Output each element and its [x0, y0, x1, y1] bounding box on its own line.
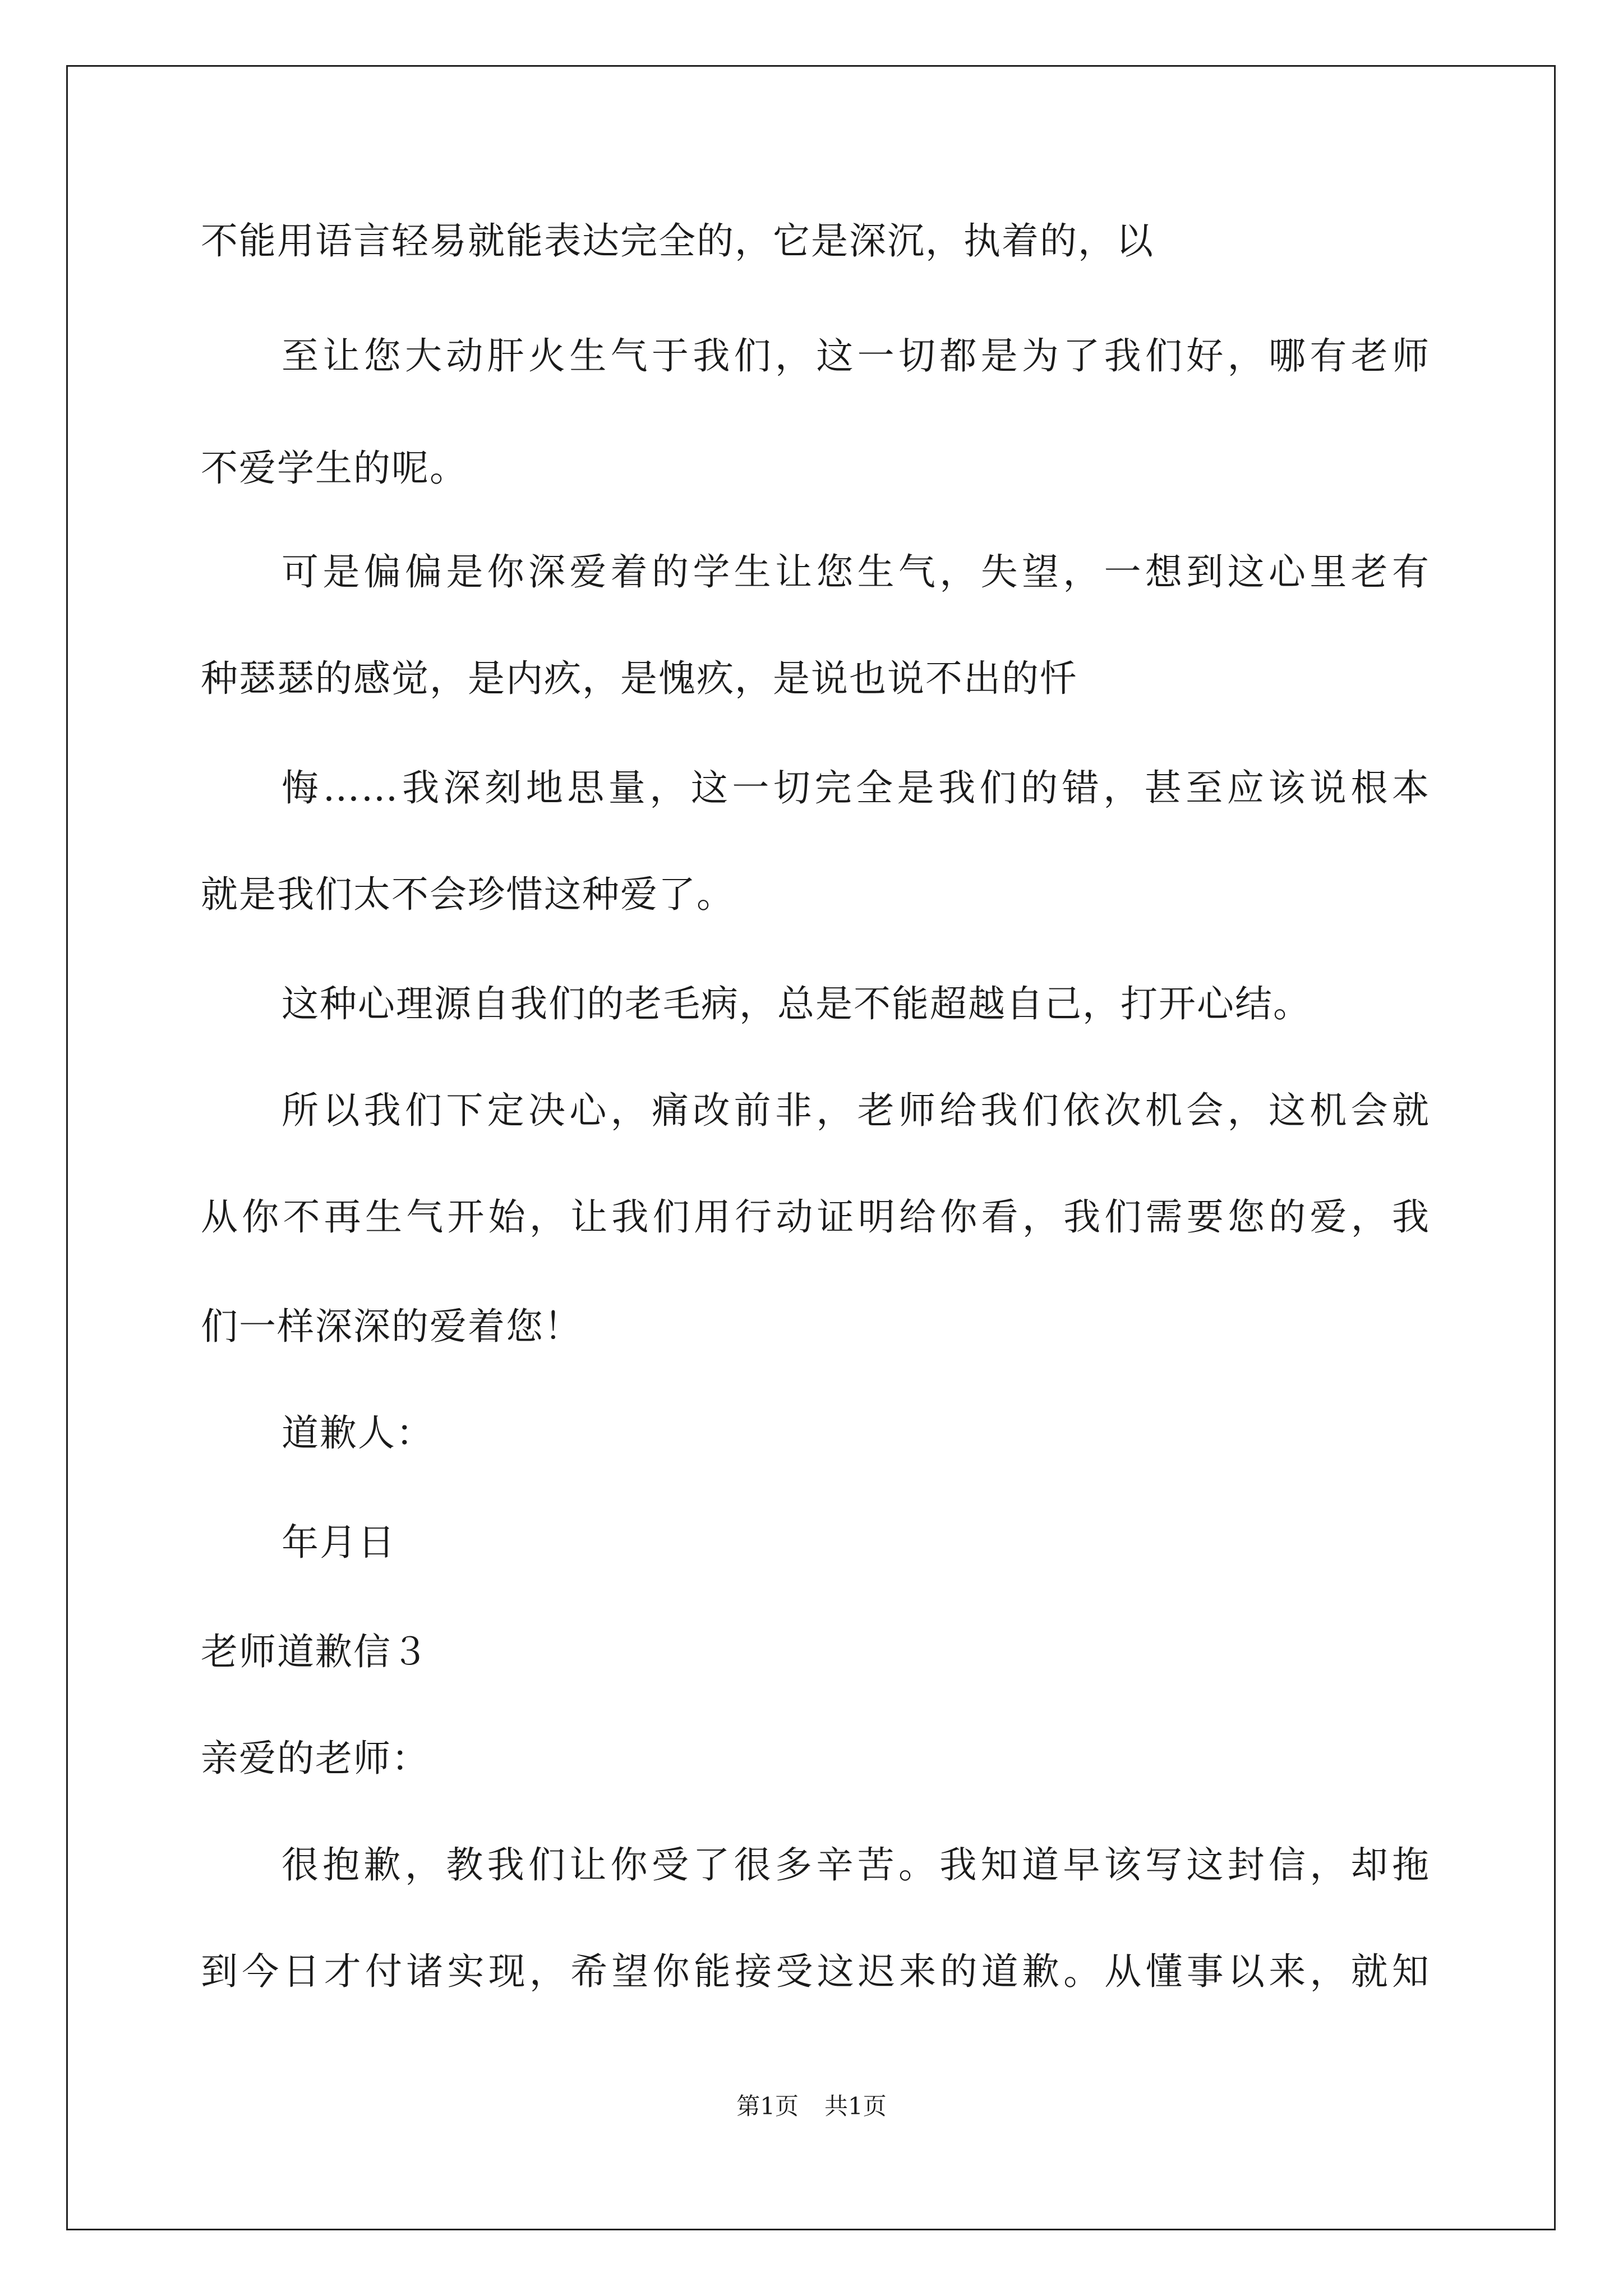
paragraph-line: 所以我们下定决心，痛改前非，老师给我们依次机会，这机会就 — [282, 1089, 1430, 1132]
text-line: 到今日才付诸实现，希望你能接受这迟来的道歉。从懂事以来，就知 — [201, 1950, 1430, 1993]
paragraph-line: 至让您大动肝火生气于我们，这一切都是为了我们好，哪有老师 — [282, 334, 1430, 378]
paragraph-line: 可是偏偏是你深爱着的学生让您生气，失望，一想到这心里老有 — [282, 550, 1430, 593]
signature-label: 道歉人： — [282, 1411, 434, 1455]
page-footer — [0, 2090, 1623, 2123]
paragraph-line: 很抱歉，教我们让你受了很多辛苦。我知道早该写这封信，却拖 — [282, 1843, 1430, 1887]
text-line: 不爱学生的呢。 — [201, 447, 468, 490]
date-label: 年月日 — [282, 1521, 396, 1564]
page-total: 共1页 — [824, 2092, 887, 2120]
text-line: 就是我们太不会珍惜这种爱了。 — [201, 873, 735, 916]
text-line: 从你不再生气开始，让我们用行动证明给你看，我们需要您的爱，我 — [201, 1195, 1430, 1239]
text-line: 种瑟瑟的感觉，是内疚，是愧疚，是说也说不出的忏 — [201, 657, 1078, 700]
text-line: 们一样深深的爱着您！ — [201, 1305, 582, 1348]
text-line: 不能用语言轻易就能表达完全的，它是深沉，执着的，以 — [201, 219, 1154, 263]
page-number: 第1页 — [736, 2092, 799, 2120]
salutation: 亲爱的老师： — [201, 1737, 430, 1780]
paragraph-line: 悔……我深刻地思量，这一切完全是我们的错，甚至应该说根本 — [282, 766, 1430, 809]
page-border — [66, 65, 1556, 2230]
section-title: 老师道歉信３ — [201, 1630, 430, 1673]
paragraph-line: 这种心理源自我们的老毛病，总是不能超越自己，打开心结。 — [282, 982, 1311, 1025]
